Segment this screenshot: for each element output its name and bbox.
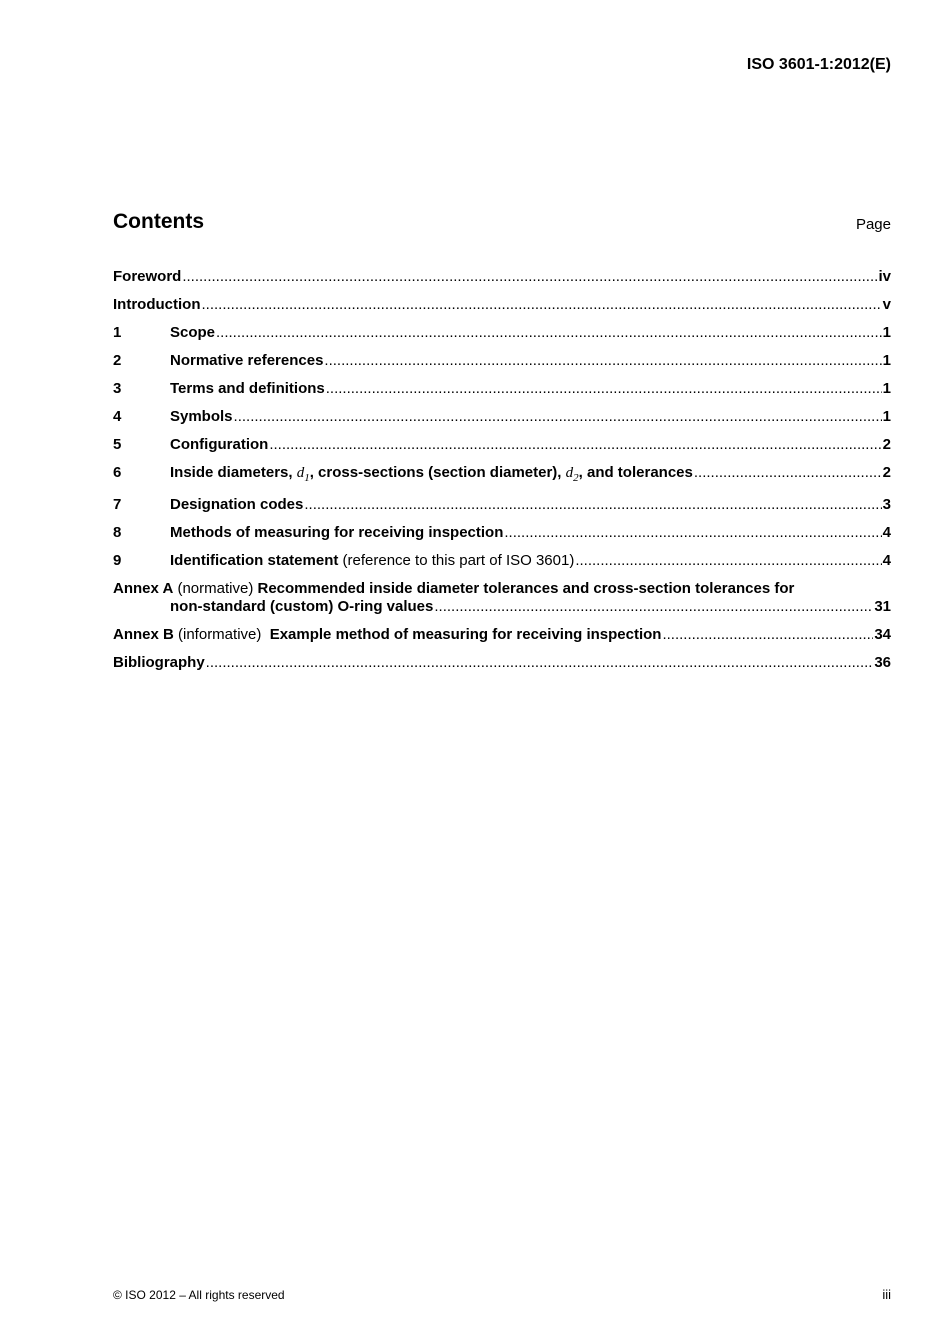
toc-entry-page: 31 — [874, 598, 891, 615]
toc-leader-dots — [304, 496, 881, 514]
toc-title-part: , cross-sections (section diameter), — [309, 464, 566, 481]
toc-entry-page: v — [882, 296, 891, 313]
toc-entry-title: Introduction — [113, 296, 201, 313]
toc-leader-dots — [324, 352, 881, 370]
toc-entry-page: 2 — [882, 436, 891, 453]
toc-leader-dots — [662, 626, 873, 644]
toc-entry-page: 3 — [882, 496, 891, 513]
toc-leader-dots — [216, 324, 882, 342]
toc-entry-title: Bibliography — [113, 654, 205, 671]
toc-entry-number: 4 — [113, 408, 122, 425]
toc-entry-page: 2 — [882, 464, 891, 481]
toc-entry-bibliography[interactable] — [113, 654, 891, 672]
toc-entry-title: Designation codes — [170, 496, 304, 513]
toc-leader-dots — [206, 654, 874, 672]
toc-entry-title: Scope — [170, 324, 216, 341]
toc-title-part: , and tolerances — [578, 464, 693, 481]
toc-entry-introduction[interactable] — [113, 296, 891, 314]
toc-entry-page: 4 — [882, 524, 891, 541]
toc-leader-dots — [575, 552, 881, 570]
toc-entry-number: 8 — [113, 524, 122, 541]
toc-entry-number: 7 — [113, 496, 122, 513]
footer-page-number: iii — [882, 1287, 891, 1302]
toc-leader-dots — [694, 464, 882, 482]
toc-entry-clause-2[interactable] — [113, 352, 891, 370]
toc-leader-dots — [269, 436, 881, 454]
toc-entry-page: 1 — [882, 352, 891, 369]
toc-entry-title — [170, 464, 693, 482]
annex-label: Annex A — [113, 580, 174, 597]
toc-entry-clause-5[interactable] — [113, 436, 891, 454]
toc-title-part: Inside diameters, — [170, 464, 297, 481]
symbol-subscript: 2 — [573, 472, 579, 482]
toc-entry-title: Foreword — [113, 268, 182, 285]
toc-entry-foreword[interactable] — [113, 268, 891, 286]
symbol-subscript: 1 — [304, 472, 310, 482]
annex-title: Example method of measuring for receiving inspection — [269, 626, 662, 643]
toc-entry-number: 5 — [113, 436, 122, 453]
toc-entry-title: Configuration — [170, 436, 269, 453]
toc-entry-number: 3 — [113, 380, 122, 397]
annex-kind: (informative) — [173, 626, 270, 643]
footer-copyright: © ISO 2012 – All rights reserved — [113, 1288, 285, 1302]
toc-entry-clause-6[interactable] — [113, 464, 891, 482]
toc-entry-page: iv — [878, 268, 891, 285]
page-column-label: Page — [855, 216, 891, 233]
annex-kind: (normative) — [173, 580, 258, 597]
toc-leader-dots — [326, 380, 882, 398]
document-reference: ISO 3601-1:2012(E) — [746, 56, 891, 73]
toc-entry-title: Methods of measuring for receiving inspection — [170, 524, 504, 541]
toc-entry-number: 9 — [113, 552, 122, 569]
toc-entry-page: 1 — [882, 408, 891, 425]
toc-entry-annex-b[interactable] — [113, 626, 891, 644]
annex-label: Annex B — [113, 626, 174, 643]
toc-leader-dots — [234, 408, 882, 426]
toc-entry-clause-9[interactable] — [113, 552, 891, 570]
annex-title-continued: non-standard (custom) O-ring values — [170, 598, 434, 615]
symbol-d: d — [296, 465, 305, 481]
toc-entry-page: 34 — [874, 626, 891, 643]
toc-leader-dots — [201, 296, 881, 314]
toc-entry-number: 6 — [113, 464, 122, 481]
toc-entry-page: 1 — [882, 380, 891, 397]
toc-entry-clause-7[interactable] — [113, 496, 891, 514]
annex-a-first-line — [113, 580, 891, 598]
toc-entry-number: 2 — [113, 352, 122, 369]
toc-entry-page: 1 — [882, 324, 891, 341]
toc-entry-title: Symbols — [170, 408, 233, 425]
toc-title-qualifier: (reference to this part of ISO 3601) — [338, 552, 575, 569]
toc-entry-page: 36 — [874, 654, 891, 671]
annex-title: Recommended inside diameter tolerances and cross-section tolerances for — [257, 580, 795, 597]
toc-entry-page: 4 — [882, 552, 891, 569]
toc-entry-annex-a[interactable] — [113, 580, 891, 616]
toc-leader-dots — [182, 268, 877, 286]
symbol-d: d — [565, 465, 574, 481]
toc-leader-dots — [434, 598, 873, 616]
toc-entry-title: Terms and definitions — [170, 380, 325, 397]
toc-entry-clause-4[interactable] — [113, 408, 891, 426]
toc-entry-title: Normative references — [170, 352, 324, 369]
toc-entry-clause-1[interactable] — [113, 324, 891, 342]
contents-heading: Contents — [113, 210, 204, 233]
toc-entry-clause-3[interactable] — [113, 380, 891, 398]
annex-a-second-line — [113, 598, 891, 616]
toc-title-part: Identification statement — [170, 552, 339, 569]
toc-leader-dots — [504, 524, 881, 542]
toc-entry-number: 1 — [113, 324, 122, 341]
toc-entry-title — [170, 552, 574, 570]
toc-entry-clause-8[interactable] — [113, 524, 891, 542]
table-of-contents — [113, 268, 891, 672]
